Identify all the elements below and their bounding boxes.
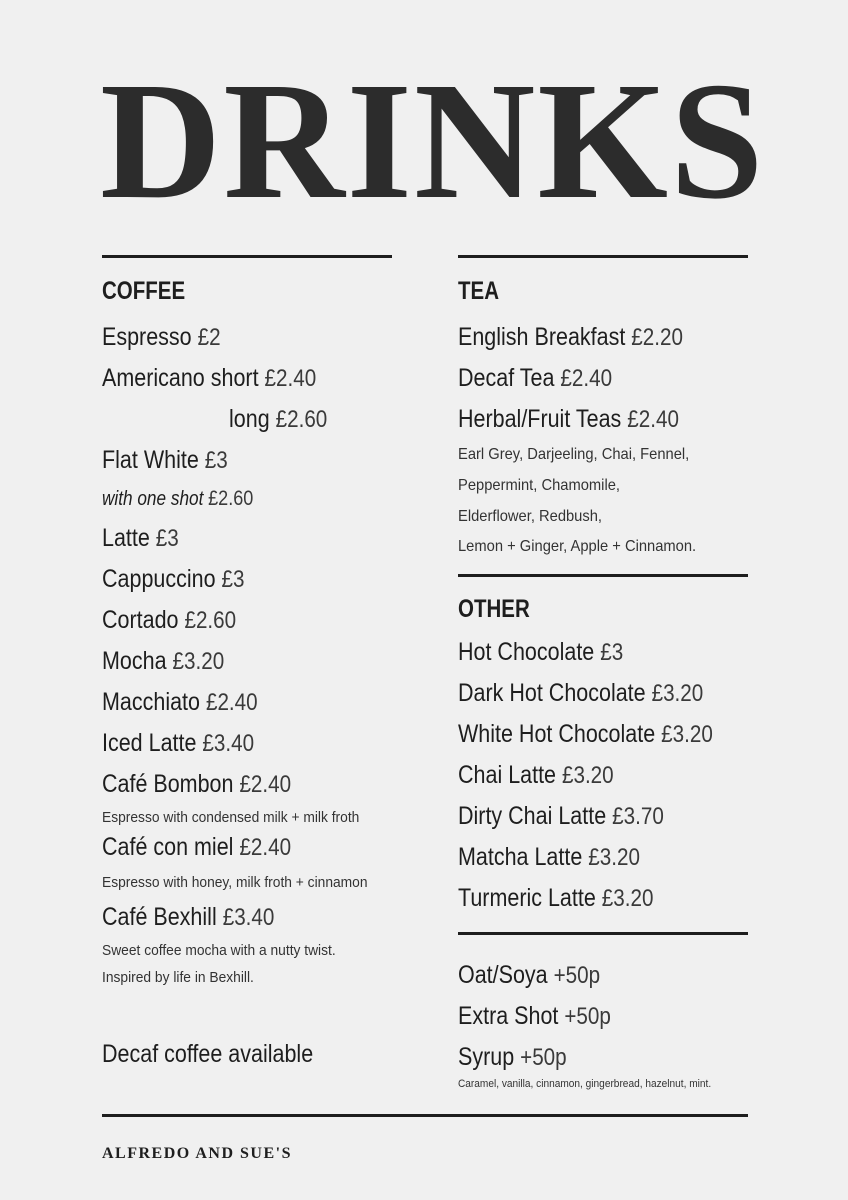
other-item: White Hot Chocolate £3.20 [458,720,713,748]
tea-item: Herbal/Fruit Teas £2.40 [458,405,679,433]
other-item: Dirty Chai Latte £3.70 [458,802,664,830]
menu-title: DRINKS [100,48,766,234]
coffee-item: Macchiato £2.40 [102,688,258,716]
tea-variety: Lemon + Ginger, Apple + Cinnamon. [458,538,697,555]
syrup-flavours: Caramel, vanilla, cinnamon, gingerbread, hazelnut, mint. [458,1078,712,1090]
tea-item: Decaf Tea £2.40 [458,364,613,392]
coffee-note: Espresso with condensed milk + milk froth [102,809,360,826]
coffee-item: with one shot £2.60 [102,487,254,510]
other-top-rule [458,574,748,577]
decaf-note: Decaf coffee available [102,1040,314,1068]
other-item: Dark Hot Chocolate £3.20 [458,679,704,707]
coffee-item: Latte £3 [102,524,179,552]
coffee-item: Café Bexhill £3.40 [102,903,275,931]
coffee-item: Cappuccino £3 [102,565,245,593]
coffee-top-rule [102,255,392,258]
coffee-item: Iced Latte £3.40 [102,729,255,757]
other-item: Chai Latte £3.20 [458,761,614,789]
coffee-note: Sweet coffee mocha with a nutty twist. [102,942,336,959]
coffee-item: Americano short £2.40 [102,364,317,392]
tea-item: English Breakfast £2.20 [458,323,683,351]
coffee-item: Café Bombon £2.40 [102,770,292,798]
other-item: Turmeric Latte £3.20 [458,884,654,912]
tea-heading: TEA [458,277,499,305]
coffee-note: Inspired by life in Bexhill. [102,969,254,986]
coffee-note: Espresso with honey, milk froth + cinnamon [102,874,368,891]
coffee-item: long £2.60 [229,405,328,433]
footer-brand: ALFREDO AND SUE'S [102,1145,292,1162]
coffee-item: Café con miel £2.40 [102,833,292,861]
coffee-item: Mocha £3.20 [102,647,225,675]
extra-item: Extra Shot +50p [458,1002,611,1030]
coffee-item: Flat White £3 [102,446,228,474]
coffee-heading: COFFEE [102,277,186,305]
tea-variety: Earl Grey, Darjeeling, Chai, Fennel, [458,446,690,463]
tea-variety: Elderflower, Redbush, [458,508,603,525]
coffee-item: Cortado £2.60 [102,606,237,634]
tea-top-rule [458,255,748,258]
extra-item: Oat/Soya +50p [458,961,601,989]
coffee-item: Espresso £2 [102,323,221,351]
other-heading: OTHER [458,595,530,623]
extra-item: Syrup +50p [458,1043,567,1071]
other-item: Matcha Latte £3.20 [458,843,640,871]
other-item: Hot Chocolate £3 [458,638,624,666]
extras-top-rule [458,932,748,935]
tea-variety: Peppermint, Chamomile, [458,477,620,494]
bottom-rule [102,1114,748,1117]
